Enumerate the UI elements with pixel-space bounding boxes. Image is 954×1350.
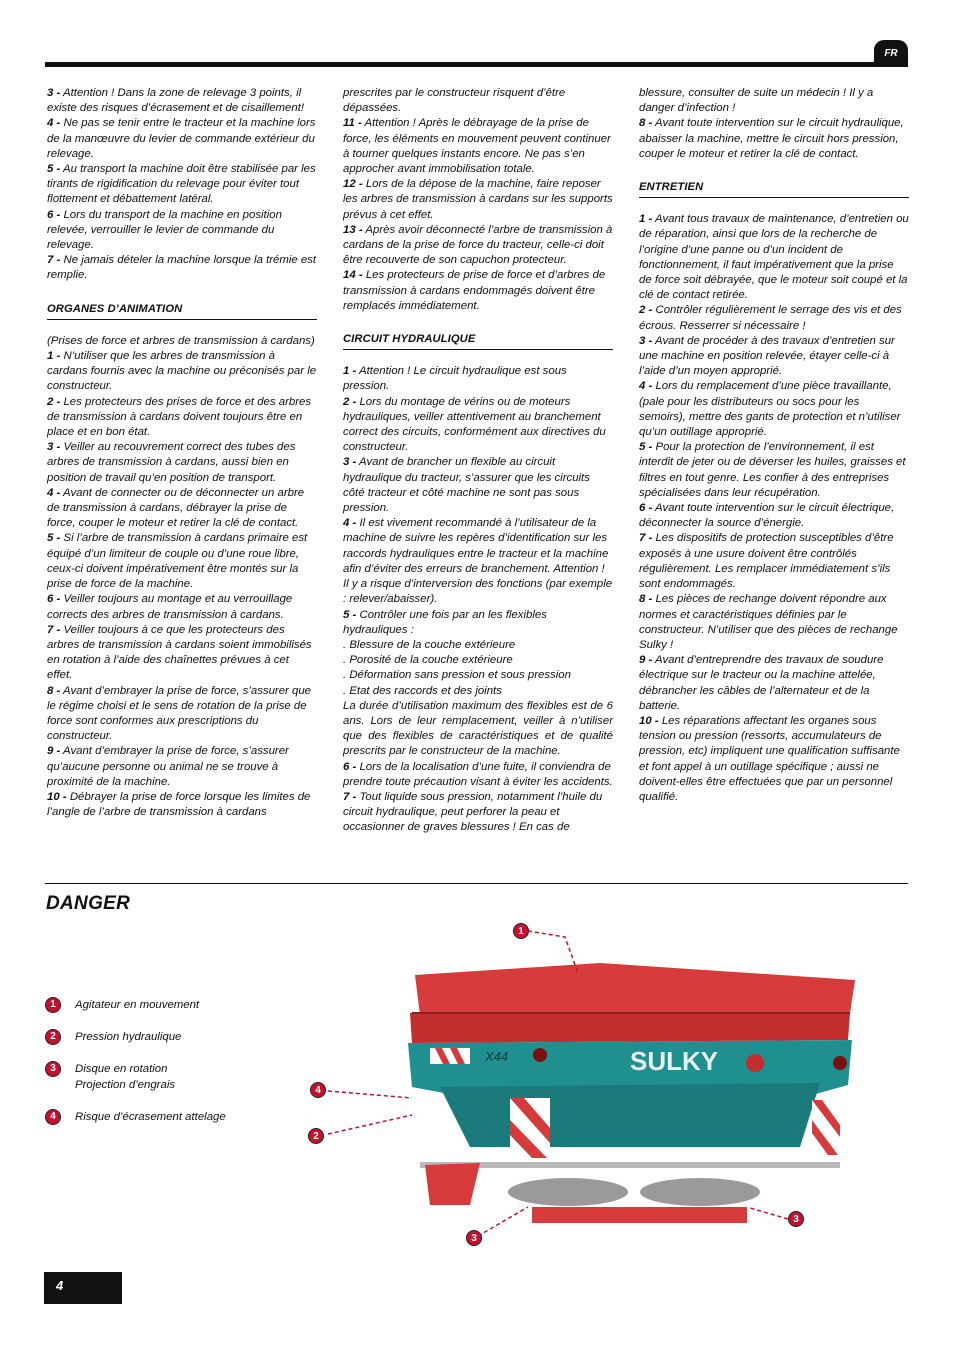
numbered-paragraph <box>47 623 317 684</box>
hopper-lower <box>440 1083 820 1147</box>
item-text: Tout liquide sous pression, notamment l’huile du circuit hydraulique, peut perforer la peau et occasionner de graves blessures ! En cas de <box>343 790 603 834</box>
item-number: 4 - <box>343 517 357 530</box>
intro-paragraph: (Prises de force et arbres de transmission à cardans) <box>47 334 315 347</box>
item-number: 12 - <box>343 178 363 191</box>
numbered-paragraph <box>343 790 613 836</box>
frame-bar <box>420 1162 840 1168</box>
checklist-item: . Déformation sans pression et sous pression <box>343 669 571 682</box>
guard-bar <box>532 1207 747 1223</box>
item-text: Attention ! Dans la zone de relevage 3 points, il existe des risques d’écrasement et de cisaillement! <box>47 87 305 115</box>
item-number: 5 - <box>343 608 357 621</box>
numbered-paragraph <box>47 395 317 441</box>
numbered-paragraph <box>639 440 909 501</box>
item-text: Les réparations affectant les organes sous tension ou pression (ressorts, accumulateurs de pression, etc) impliquent une qualification suffisante et font appel à un outillage spécifique ; aussi ne doivent-elles être effectuées que par un personnel qualifié. <box>639 714 900 803</box>
numbered-paragraph <box>639 531 909 592</box>
item-number: 6 - <box>639 502 653 515</box>
numbered-paragraph <box>343 608 613 638</box>
callout-marker: 2 <box>308 1128 324 1144</box>
item-text: Avant toute intervention sur le circuit hydraulique, abaisser la machine, mettre le circuit hors pression, couper le moteur et retirer la clé de contact. <box>639 117 904 160</box>
reflector-stripes <box>430 1048 470 1064</box>
language-tab: FR <box>874 40 908 67</box>
numbered-paragraph <box>47 592 317 622</box>
item-number: 14 - <box>343 269 363 282</box>
item-text: Les protecteurs des prises de force et des arbres de transmission à cardans doivent toujours être en place et en bon état. <box>47 395 312 439</box>
legend-text: Disque en rotation Projection d’engrais <box>75 1063 176 1091</box>
item-number: 4 - <box>639 380 653 393</box>
item-text: Attention ! Le circuit hydraulique est sous pression. <box>343 365 567 393</box>
numbered-paragraph <box>343 516 613 607</box>
item-text: Il est vivement recommandé à l’utilisateur de la machine de suivre les repères d’identification sur les raccords hydrauliques entre le tracteur et la machine afin d’éviter des erreurs de branchement. Attention ! Il y a risque d’interversion des fonctions (par exemple : relever/abaisser). <box>343 517 613 606</box>
item-number: 10 - <box>639 714 659 727</box>
item-number: 2 - <box>343 395 357 408</box>
numbered-paragraph <box>639 592 909 653</box>
legend-number-badge: 2 <box>45 1029 61 1045</box>
legend-number-badge: 3 <box>45 1061 61 1077</box>
item-text: Avant tous travaux de maintenance, d’entretien ou de réparation, ainsi que lors de la recherche de l’origine d’une panne ou d’un incident de fonctionnement, il faut impérativement que la prise de force soit débrayée, que le moteur soit coupé et la clé de contact retirée. <box>639 213 909 302</box>
callout-marker: 3 <box>466 1230 482 1246</box>
header-rule <box>45 62 908 67</box>
item-text: Veiller au recouvrement correct des tubes des arbres de transmission à cardans, aussi bien en position de travail qu’en position de transport. <box>47 441 296 484</box>
item-text: N’utiliser que les arbres de transmission à cardans fournis avec la machine ou préconisés par le constructeur. <box>47 350 317 393</box>
brand-logo-emblem <box>746 1054 764 1072</box>
continued-paragraph: blessure, consulter de suite un médecin ! Il y a danger d’infection ! <box>639 87 874 115</box>
item-number: 8 - <box>639 117 653 130</box>
section-heading: CIRCUIT HYDRAULIQUE <box>343 332 613 350</box>
model-label: X44 <box>485 1049 509 1064</box>
numbered-paragraph <box>47 116 317 162</box>
item-number: 3 - <box>639 334 653 347</box>
item-text: Lors du montage de vérins ou de moteurs hydrauliques, veiller attentivement au branchement correct des circuits, conformément aux directives du constructeur. <box>343 395 606 454</box>
warning-plate-left <box>510 1098 550 1158</box>
item-number: 6 - <box>47 208 61 221</box>
item-number: 3 - <box>47 441 61 454</box>
legend-text: Agitateur en mouvement <box>75 999 200 1011</box>
item-number: 7 - <box>639 532 653 545</box>
numbered-paragraph <box>639 714 909 805</box>
item-number: 6 - <box>343 760 357 773</box>
item-number: 8 - <box>47 684 61 697</box>
numbered-paragraph <box>47 684 317 745</box>
column-1 <box>47 86 317 820</box>
callout-marker: 4 <box>310 1082 326 1098</box>
item-number: 9 - <box>47 745 61 758</box>
item-number: 9 - <box>639 654 653 667</box>
legend-text: Risque d’écrasement attelage <box>75 1111 226 1123</box>
item-number: 7 - <box>47 254 61 267</box>
item-number: 4 - <box>47 486 61 499</box>
item-number: 1 - <box>47 350 61 363</box>
deflector-left <box>425 1163 480 1205</box>
numbered-paragraph <box>343 455 613 516</box>
hopper-rim <box>410 1013 850 1043</box>
section-heading: ORGANES D’ANIMATION <box>47 302 317 320</box>
numbered-paragraph <box>47 86 317 116</box>
legend-text: Pression hydraulique <box>75 1031 182 1043</box>
numbered-paragraph <box>343 223 613 269</box>
item-text: Veiller toujours au montage et au verrouillage corrects des arbres de transmission à cardans. <box>47 593 293 621</box>
numbered-paragraph <box>343 268 613 314</box>
item-text: Pour la protection de l’environnement, il est interdit de jeter ou de déverser les huiles, graisses et filtres en tout genre. Les confier à des entreprises spécialisées dans leur récupération. <box>639 441 906 499</box>
numbered-paragraph <box>343 177 613 223</box>
duration-paragraph: La durée d’utilisation maximum des flexibles est de 6 ans. Lors de leur remplacement, veiller à n’utiliser que des flexibles de caractéristiques et de qualité prescrits par le constructeur de la machine. <box>343 699 613 758</box>
numbered-paragraph <box>343 395 613 456</box>
item-text: Les protecteurs de prise de force et d’arbres de transmission à cardans endommagés doivent être remplacés immédiatement. <box>343 269 606 312</box>
item-text: Avant de brancher un flexible au circuit hydraulique du tracteur, s’assurer que les circuits côté tracteur et côté machine ne sont pas sous pression. <box>343 456 590 515</box>
item-text: Si l’arbre de transmission à cardans primaire est équipé d’un limiteur de couple ou d’une roue libre, ceux-ci doivent impérativement être montés sur la prise de force de la machine. <box>47 532 308 591</box>
numbered-paragraph <box>47 162 317 208</box>
hopper-lid <box>415 963 855 1015</box>
item-text: Lors du remplacement d’une pièce travaillante, (pale pour les distributeurs ou socs pour les semoirs), mettre des gants de protection et n’utiliser qu’un outillage approprié. <box>639 380 901 439</box>
item-number: 4 - <box>47 117 61 130</box>
legend-number-badge: 1 <box>45 997 61 1013</box>
item-number: 2 - <box>47 395 61 408</box>
column-3 <box>639 86 909 805</box>
numbered-paragraph <box>47 531 317 592</box>
item-number: 7 - <box>343 790 357 803</box>
item-text: Avant toute intervention sur le circuit électrique, déconnecter la source d’énergie. <box>639 502 895 530</box>
rear-light-right <box>833 1056 847 1070</box>
checklist-item: . Etat des raccords et des joints <box>343 684 502 697</box>
item-number: 10 - <box>47 790 67 803</box>
numbered-paragraph <box>47 349 317 395</box>
item-text: Débrayer la prise de force lorsque les limites de l’angle de l’arbre de transmission à cardans <box>47 790 311 819</box>
numbered-paragraph <box>47 208 317 254</box>
item-number: 8 - <box>639 593 653 606</box>
numbered-paragraph <box>639 334 909 380</box>
numbered-paragraph <box>639 501 909 531</box>
legend-number-badge: 4 <box>45 1109 61 1125</box>
disc-right <box>640 1178 760 1206</box>
brand-logo: SULKY <box>630 1046 719 1076</box>
numbered-paragraph <box>639 379 909 440</box>
callout-marker: 1 <box>513 923 529 939</box>
numbered-paragraph <box>47 790 317 820</box>
item-number: 6 - <box>47 593 61 606</box>
item-number: 2 - <box>639 304 653 317</box>
item-text: Avant de procéder à des travaux d’entretien sur une machine en position relevée, étayer celle-ci à l’aide d’un moyen approprié. <box>639 334 895 378</box>
numbered-paragraph <box>639 303 909 333</box>
item-text: Lors de la localisation d’une fuite, il conviendra de prendre toute précaution visant à éviter les accidents. <box>343 760 613 788</box>
item-number: 5 - <box>639 441 653 454</box>
item-text: Avant d’embrayer la prise de force, s’assurer qu’aucune personne ou animal ne se trouve à proximité de la machine. <box>47 745 289 788</box>
warning-plate-right <box>812 1100 840 1155</box>
numbered-paragraph <box>639 116 909 162</box>
item-text: Lors du transport de la machine en position relevée, verrouiller le levier de commande du relevage. <box>47 208 282 252</box>
item-text: Contrôler une fois par an les flexibles hydrauliques : <box>343 608 547 636</box>
numbered-paragraph <box>47 253 317 283</box>
item-text: Veiller toujours à ce que les protecteurs des arbres de transmission à cardans soient immobilisés en rotation à l’aide des chaînettes prévues à cet effet. <box>47 623 312 682</box>
item-text: Ne jamais dételer la machine lorsque la trémie est remplie. <box>47 254 317 282</box>
item-text: Les dispositifs de protection susceptibles d’être exposés à une usure doivent être contrôlés régulièrement. Les remplacer immédiatement s’ils sont endommagés. <box>639 532 894 591</box>
numbered-paragraph <box>343 116 613 177</box>
item-text: Ne pas se tenir entre le tracteur et la machine lors de la manœuvre du levier de commande extérieur du relevage. <box>47 117 316 160</box>
item-text: Avant d’entreprendre des travaux de soudure électrique sur le tracteur ou la machine attelée, débrancher les câbles de l’alternateur et de la batterie. <box>639 654 884 712</box>
item-text: Contrôler régulièrement le serrage des vis et des écrous. Resserrer si nécessaire ! <box>639 304 902 332</box>
item-text: Lors de la dépose de la machine, faire reposer les arbres de transmission à cardans sur les supports prévus à cet effet. <box>343 178 613 221</box>
danger-title: DANGER <box>46 893 131 914</box>
item-text: Avant de connecter ou de déconnecter un arbre de transmission à cardans, débrayer la prise de force, couper le moteur et retirer la clé de contact. <box>47 486 305 530</box>
numbered-paragraph <box>47 440 317 486</box>
numbered-paragraph <box>47 486 317 532</box>
numbered-paragraph <box>639 212 909 303</box>
item-number: 3 - <box>47 87 61 99</box>
item-text: Au transport la machine doit être stabilisée par les tirants de rigidification du relevage pour éviter tout flottement et débattement latéral. <box>47 163 316 206</box>
numbered-paragraph <box>639 653 909 714</box>
continued-paragraph: prescrites par le constructeur risquent d’être dépassées. <box>343 87 566 115</box>
item-number: 1 - <box>343 365 357 378</box>
item-number: 5 - <box>47 532 61 545</box>
item-text: Attention ! Après le débrayage de la prise de force, les éléments en mouvement peuvent continuer à tourner quelques instants encore. Ne pas s’en approcher avant immobilisation totale. <box>343 117 611 176</box>
numbered-paragraph <box>343 760 613 790</box>
item-number: 13 - <box>343 223 363 236</box>
item-number: 7 - <box>47 623 61 636</box>
checklist-item: . Blessure de la couche extérieure <box>343 638 516 651</box>
item-text: Après avoir déconnecté l’arbre de transmission à cardans de la prise de force du tracteur, celle-ci doit être recouverte de son capuchon protecteur. <box>343 223 613 267</box>
column-2 <box>343 86 613 836</box>
disc-left <box>508 1178 628 1206</box>
spreader-illustration <box>300 915 860 1255</box>
rear-light-left <box>533 1048 547 1062</box>
item-number: 11 - <box>343 117 362 130</box>
numbered-paragraph <box>47 744 317 790</box>
item-number: 1 - <box>639 213 653 226</box>
item-number: 5 - <box>47 163 61 176</box>
section-divider <box>45 883 908 884</box>
item-number: 3 - <box>343 456 357 469</box>
page-number: 4 <box>44 1272 122 1304</box>
section-heading: ENTRETIEN <box>639 180 909 198</box>
numbered-paragraph <box>343 364 613 394</box>
item-text: Les pièces de rechange doivent répondre aux normes et caractéristiques définies par le constructeur. N’utiliser que des pièces de rechange Sulky ! <box>639 593 898 651</box>
checklist-item: . Porosité de la couche extérieure <box>343 654 513 667</box>
callout-marker: 3 <box>788 1211 804 1227</box>
item-text: Avant d’embrayer la prise de force, s’assurer que le régime choisi et le sens de rotation de la prise de force sont conformes aux prescriptions du constructeur. <box>47 684 312 743</box>
